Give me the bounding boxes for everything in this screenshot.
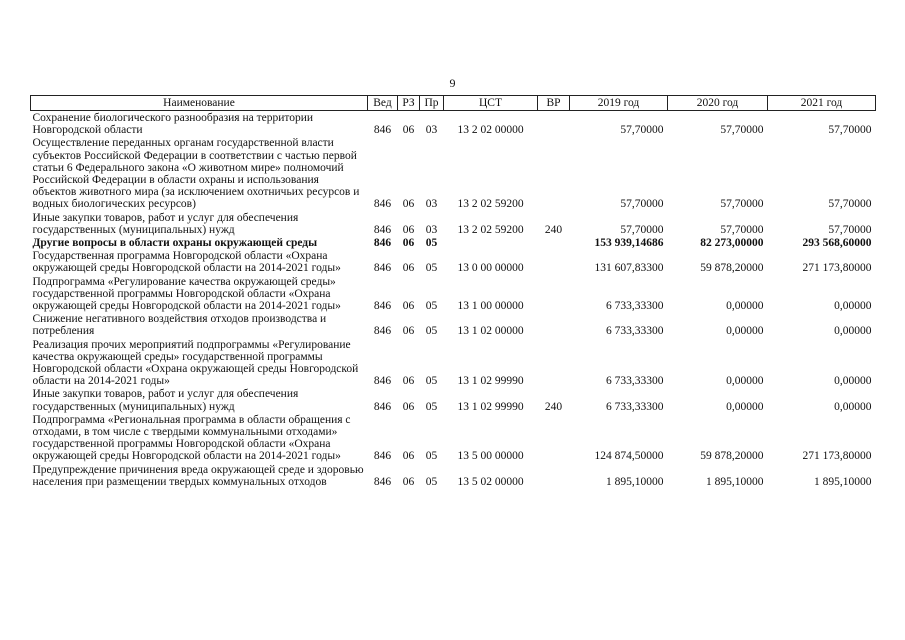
row-ved: 846 xyxy=(373,262,392,275)
table-row xyxy=(31,312,876,337)
row-name: Реализация прочих мероприятий подпрограммы «Регулирование качества окружающей среды» государственной программы Новгородской области «Охрана окружающей среды Новгородской области на 2014-2021 годы» xyxy=(32,338,359,388)
row-cst: 13 5 00 00000 xyxy=(457,450,524,463)
row-vr xyxy=(538,275,570,313)
row-ved: 846 xyxy=(373,375,392,388)
row-name: Иные закупки товаров, работ и услуг для обеспечения государственных (муниципальных) нужд xyxy=(32,211,299,236)
row-2021: 0,00000 xyxy=(834,325,872,338)
header-cst: ЦСТ xyxy=(444,96,538,111)
row-cst: 13 1 02 99990 xyxy=(457,375,524,388)
row-rz: 06 xyxy=(402,237,415,250)
row-cst: 13 5 02 00000 xyxy=(457,475,524,488)
row-pr: 05 xyxy=(425,237,438,250)
row-2021: 0,00000 xyxy=(834,300,872,313)
row-pr: 03 xyxy=(425,198,438,211)
row-2020: 59 878,20000 xyxy=(700,450,764,463)
header-name: Наименование xyxy=(31,96,368,111)
row-2021: 293 568,60000 xyxy=(802,237,872,250)
row-vr xyxy=(538,236,570,249)
row-name: Подпрограмма «Регулирование качества окружающей среды» государственной программы Новгородской области «Охрана окружающей среды Новгородской области на 2014-2021 годы» xyxy=(32,275,341,313)
row-2021: 57,70000 xyxy=(828,223,872,236)
table-row xyxy=(31,413,876,463)
row-ved: 846 xyxy=(373,400,392,413)
row-rz: 06 xyxy=(402,262,415,275)
table-body xyxy=(31,111,876,489)
row-vr xyxy=(538,413,570,463)
row-name: Осуществление переданных органам государственной власти субъектов Российской Федерации в соответствии с частью первой статьи 6 Федерального закона «О животном мире» полномочий Российской Федерации в области охраны и использования объектов животного мира (за исключением охотничьих ресурсов и водных биологических ресурсов) xyxy=(32,137,360,211)
row-rz: 06 xyxy=(402,325,415,338)
header-vr: ВР xyxy=(538,96,570,111)
row-ved: 846 xyxy=(373,300,392,313)
row-rz: 06 xyxy=(402,375,415,388)
header-rz: РЗ xyxy=(398,96,420,111)
row-2019: 153 939,14686 xyxy=(594,237,664,250)
header-2021: 2021 год xyxy=(768,96,876,111)
table-row xyxy=(31,275,876,313)
row-cst: 13 2 02 00000 xyxy=(457,124,524,137)
row-pr: 05 xyxy=(425,450,438,463)
row-pr: 05 xyxy=(425,300,438,313)
row-2019: 57,70000 xyxy=(620,124,664,137)
row-pr: 05 xyxy=(425,262,438,275)
row-2021: 0,00000 xyxy=(834,375,872,388)
row-2021: 271 173,80000 xyxy=(802,450,872,463)
row-cst xyxy=(444,236,538,249)
row-ved: 846 xyxy=(373,198,392,211)
row-rz: 06 xyxy=(402,124,415,137)
row-ved: 846 xyxy=(373,325,392,338)
row-name: Сохранение биологического разнообразия на территории Новгородской области xyxy=(32,112,314,137)
row-ved: 846 xyxy=(373,475,392,488)
row-pr: 05 xyxy=(425,325,438,338)
row-2019: 6 733,33300 xyxy=(606,400,664,413)
row-vr xyxy=(538,249,570,274)
row-ved: 846 xyxy=(373,237,392,250)
row-2020: 59 878,20000 xyxy=(700,262,764,275)
row-cst: 13 1 00 00000 xyxy=(457,300,524,313)
row-2020: 0,00000 xyxy=(726,325,764,338)
row-vr: 240 xyxy=(544,223,563,236)
header-ved: Вед xyxy=(368,96,398,111)
row-cst: 13 1 02 00000 xyxy=(457,325,524,338)
row-ved: 846 xyxy=(373,223,392,236)
page-number: 9 xyxy=(449,76,456,90)
row-vr xyxy=(538,338,570,388)
row-pr: 03 xyxy=(425,124,438,137)
table-row xyxy=(31,111,876,137)
row-2021: 57,70000 xyxy=(828,124,872,137)
table-row xyxy=(31,211,876,236)
row-2020: 57,70000 xyxy=(720,198,764,211)
row-name: Государственная программа Новгородской области «Охрана окружающей среды Новгородской области на 2014-2021 годы» xyxy=(32,250,341,275)
row-2019: 6 733,33300 xyxy=(606,300,664,313)
row-2019: 6 733,33300 xyxy=(606,375,664,388)
row-rz: 06 xyxy=(402,450,415,463)
row-2021: 0,00000 xyxy=(834,400,872,413)
table-row xyxy=(31,338,876,388)
row-vr: 240 xyxy=(544,400,563,413)
row-name: Снижение негативного воздействия отходов производства и потребления xyxy=(32,313,327,338)
row-pr: 05 xyxy=(425,375,438,388)
row-cst: 13 2 02 59200 xyxy=(457,198,524,211)
row-2020: 57,70000 xyxy=(720,223,764,236)
row-rz: 06 xyxy=(402,300,415,313)
row-2020: 0,00000 xyxy=(726,400,764,413)
row-rz: 06 xyxy=(402,475,415,488)
header-2020: 2020 год xyxy=(668,96,768,111)
row-2020: 0,00000 xyxy=(726,375,764,388)
row-2021: 1 895,10000 xyxy=(814,475,872,488)
row-2020: 82 273,00000 xyxy=(700,237,764,250)
row-2020: 0,00000 xyxy=(726,300,764,313)
row-cst: 13 1 02 99990 xyxy=(457,400,524,413)
table-row xyxy=(31,249,876,274)
row-rz: 06 xyxy=(402,400,415,413)
row-cst: 13 0 00 00000 xyxy=(457,262,524,275)
row-2020: 57,70000 xyxy=(720,124,764,137)
header-pr: Пр xyxy=(420,96,444,111)
row-2019: 131 607,83300 xyxy=(594,262,664,275)
row-ved: 846 xyxy=(373,124,392,137)
row-name: Иные закупки товаров, работ и услуг для обеспечения государственных (муниципальных) нужд xyxy=(32,388,299,413)
row-cst: 13 2 02 59200 xyxy=(457,223,524,236)
table-row xyxy=(31,463,876,488)
row-rz: 06 xyxy=(402,223,415,236)
row-pr: 05 xyxy=(425,475,438,488)
header-2019: 2019 год xyxy=(570,96,668,111)
table-row xyxy=(31,387,876,412)
row-vr xyxy=(538,312,570,337)
row-rz: 06 xyxy=(402,198,415,211)
row-name: Другие вопросы в области охраны окружающей среды xyxy=(32,237,318,250)
row-ved: 846 xyxy=(373,450,392,463)
row-pr: 03 xyxy=(425,223,438,236)
table-header xyxy=(31,96,876,111)
table-row xyxy=(31,136,876,210)
budget-table xyxy=(30,95,876,488)
table-row xyxy=(31,236,876,249)
row-pr: 05 xyxy=(425,400,438,413)
row-vr xyxy=(538,136,570,210)
row-2019: 1 895,10000 xyxy=(606,475,664,488)
row-2019: 124 874,50000 xyxy=(594,450,664,463)
row-vr xyxy=(538,463,570,488)
row-name: Подпрограмма «Региональная программа в области обращения с отходами, в том числе с твердыми коммунальными отходами» государственной программы Новгородской области «Охрана окружающей среды Новгородской области на 2014-2021 годы» xyxy=(32,413,351,463)
row-2021: 57,70000 xyxy=(828,198,872,211)
row-2019: 57,70000 xyxy=(620,223,664,236)
row-2019: 6 733,33300 xyxy=(606,325,664,338)
row-2019: 57,70000 xyxy=(620,198,664,211)
row-2020: 1 895,10000 xyxy=(706,475,764,488)
row-vr xyxy=(538,111,570,137)
header-row xyxy=(31,96,876,111)
row-2021: 271 173,80000 xyxy=(802,262,872,275)
row-name: Предупреждение причинения вреда окружающей среде и здоровью населения при размещении твердых коммунальных отходов xyxy=(32,463,364,488)
